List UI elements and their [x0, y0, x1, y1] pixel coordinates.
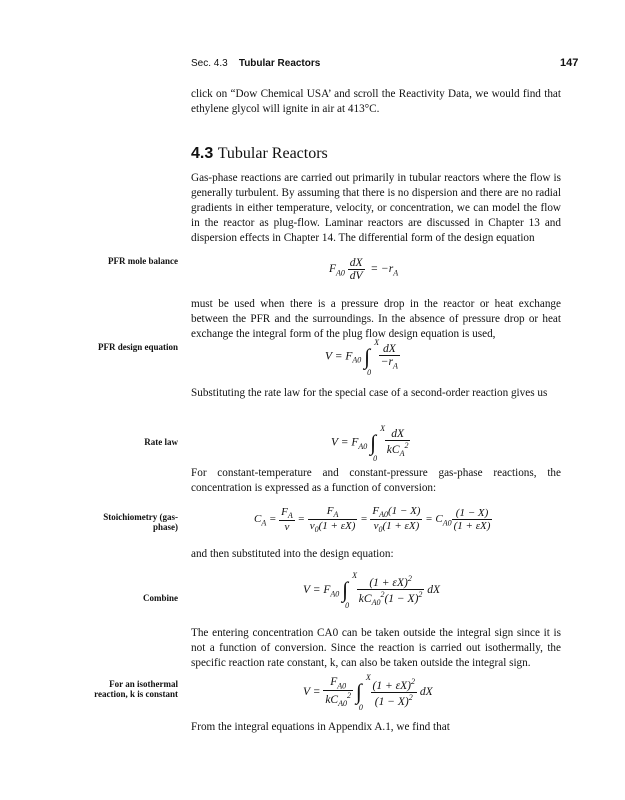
paragraph-3: Substituting the rate law for the special case of a second-order reaction gives us [191, 387, 548, 399]
paragraph-2: must be used when there is a pressure drop in the reactor or heat exchange between the PFR and the surroundings. In the absence of pressure drop or heat exchange the integral form of the plug flow design equation is used, [191, 298, 561, 340]
side-label-pfr-design-equation: PFR design equation [98, 342, 179, 352]
equation-isothermal: V = $\frac{F_{A0}}{kC_{A0}^2}$ ∫ X 0 $\frac{(1 + \varepsilon X)^2}{(1 - X)^2}$ dX [303, 673, 433, 713]
section-heading: 4.3 Tubular Reactors [191, 145, 328, 162]
equation-pfr-integral: $V = F_{A0}$ ∫ X 0 $\frac{dX}{-r_A}$ [325, 337, 398, 377]
side-label-stoichiometry: Stoichiometry (gas-phase) [103, 512, 178, 532]
running-header-section: Sec. 4.3 Tubular Reactors [191, 58, 321, 69]
paragraph-5: and then substituted into the design equation: [191, 548, 394, 560]
intro-paragraph: click on “Dow Chemical USA’ and scroll the Reactivity Data, we would find that ethylene glycol will ignite in air at 413°C. [191, 88, 561, 115]
paragraph-4: For constant-temperature and constant-pressure gas-phase reactions, the concentration is expressed as a function of conversion: [191, 467, 561, 494]
equation-stoichiometry: $C_A$ = $\frac{F_A}{v}$ = $\frac{F_A}{v_0(1 + \varepsilon X)}$ = $\frac{F_{A0}(1 - X)}{v_0(1 + \varepsilon X)}$ = $C_{A0}$ $\frac{(1 - X)}{(1 + \varepsilon X)}$ [254, 505, 491, 535]
equation-rate-law: $V = F_{A0}$ ∫ X 0 $\frac{dX}{kC_A^2}$ [331, 424, 409, 464]
side-label-pfr-mole-balance: PFR mole balance [108, 256, 178, 266]
side-label-isothermal: For an isothermal reaction, k is constant [94, 679, 178, 699]
paragraph-1: Gas-phase reactions are carried out primarily in tubular reactors where the flow is generally turbulent. By assuming that there is no dispersion and there are no radial gradients in either temperature, velocity, or concentration, we can model the flow in the reactor as plug-flow. Laminar reactors are discussed in Chapter 13 and dispersion effects in Chapter 14. The differential form of the design equation [191, 172, 561, 244]
page-number: 147 [560, 57, 579, 69]
paragraph-6: The entering concentration CA0 can be taken outside the integral sign since it is not a function of conversion. Since the reaction is carried out isothermally, the specific reaction rate constant, k, can also be taken outside the integral sign. [191, 627, 561, 669]
side-label-rate-law: Rate law [144, 437, 178, 447]
equation-combine: $V = F_{A0}$ ∫ X 0 $\frac{(1 + \varepsilon X)^2}{kC_{A0}^2(1 - X)^2}$ dX [303, 571, 441, 611]
equation-pfr-differential: $F_{A0}$ $\frac{dX}{dV}$ = $-r_A$ [329, 257, 399, 282]
side-label-combine: Combine [142, 593, 178, 603]
paragraph-7: From the integral equations in Appendix A.1, we find that [191, 721, 450, 733]
